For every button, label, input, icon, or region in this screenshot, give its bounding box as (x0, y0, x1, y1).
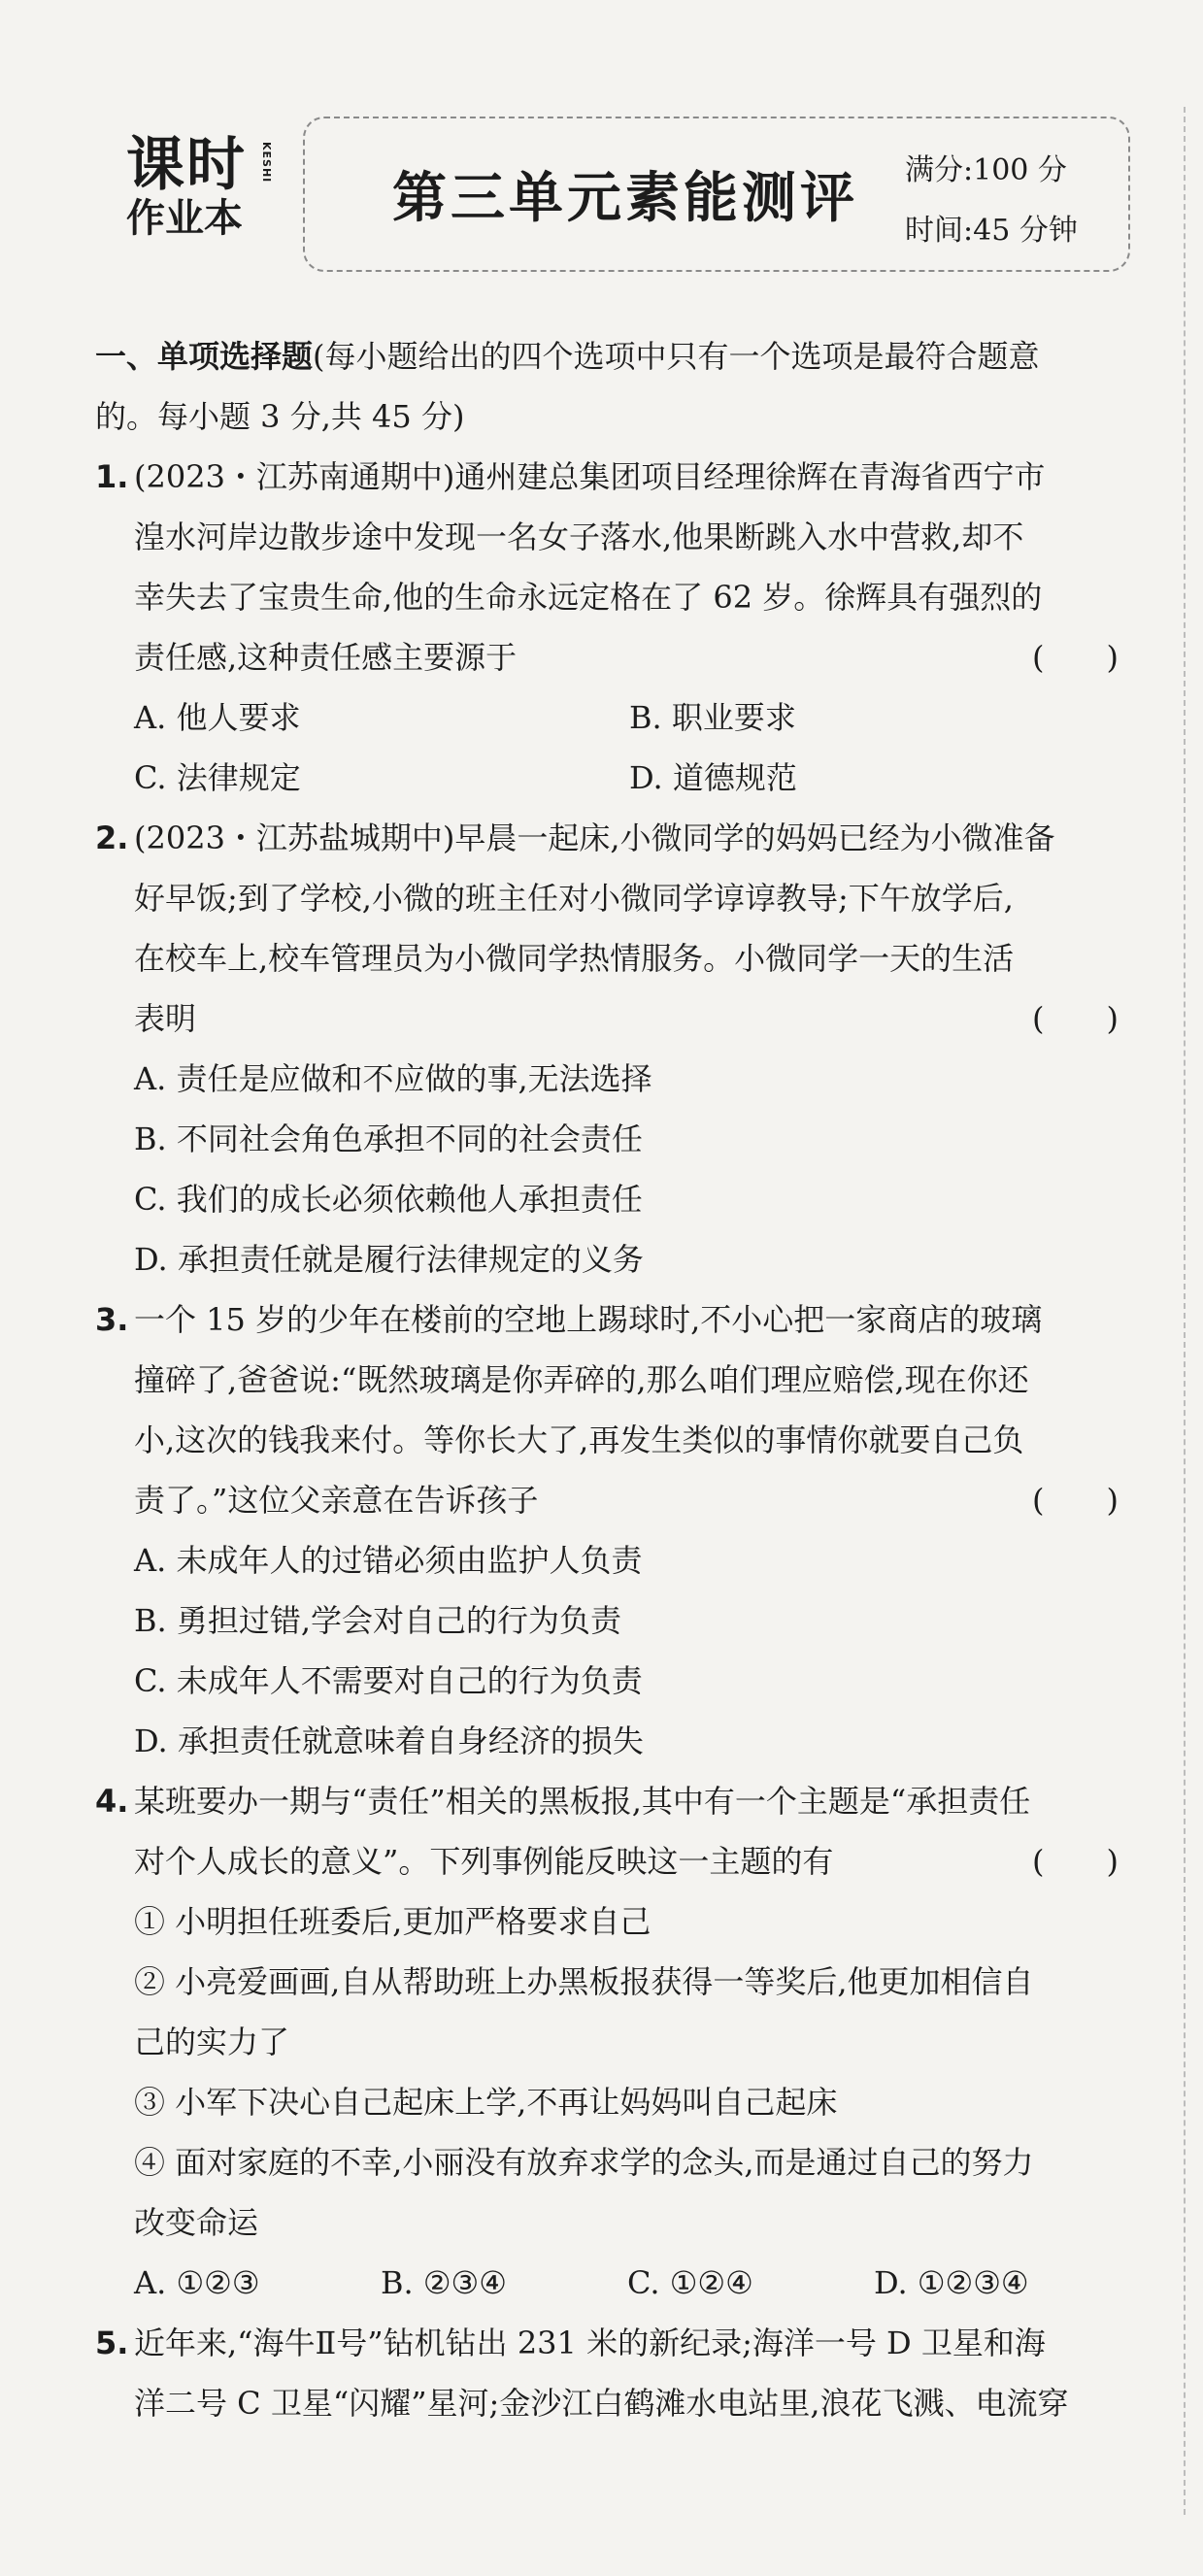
question-line: 近年来,“海牛Ⅱ号”钻机钻出 231 米的新纪录;海洋一号 D 卫星和海 (134, 2325, 1046, 2361)
question-line (134, 627, 1124, 687)
option-a[interactable]: A. ①②③ (134, 2264, 260, 2301)
question-line: 一个 15 岁的少年在楼前的空地上踢球时,不小心把一家商店的玻璃 (134, 1301, 1043, 1338)
options-row (95, 687, 1124, 748)
time-limit: 时间:45 分钟 (905, 214, 1078, 248)
question-number: 2. (95, 820, 129, 856)
page-edge (1182, 107, 1186, 2515)
statement-2: ② 小亮爱画画,自从帮助班上办黑板报获得一等奖后,他更加相信自 (134, 1963, 1034, 2000)
option-c[interactable]: C. 我们的成长必须依赖他人承担责任 (134, 1181, 643, 1218)
logo-big: 课时 (126, 131, 247, 199)
statement-4-cont: 改变命运 (134, 2204, 259, 2241)
section-desc: (每小题给出的四个选项中只有一个选项是最符合题意 (313, 338, 1040, 375)
question-line-text: 责了。”这位父亲意在告诉孩子 (134, 1482, 539, 1519)
statement-3: ③ 小军下决心自己起床上学,不再让妈妈叫自己起床 (134, 2084, 838, 2121)
question-number: 5. (95, 2325, 129, 2361)
question-line: 湟水河岸边散步途中发现一名女子落水,他果断跳入水中营救,却不 (134, 519, 1024, 555)
question-4 (95, 1771, 1124, 1891)
title-box (303, 117, 1130, 272)
question-line: 撞碎了,爸爸说:“既然玻璃是你弄碎的,那么咱们理应赔偿,现在你还 (134, 1361, 1029, 1398)
question-line: 好早饭;到了学校,小微的班主任对小微同学谆谆教导;下午放学后, (134, 880, 1014, 917)
option-d[interactable]: D. 承担责任就意味着自身经济的损失 (134, 1723, 644, 1759)
option-a[interactable]: A. 责任是应做和不应做的事,无法选择 (134, 1060, 652, 1097)
option-a[interactable]: A. 他人要求 (134, 699, 301, 736)
question-line: 在校车上,校车管理员为小微同学热情服务。小微同学一天的生活 (134, 940, 1015, 977)
question-2 (95, 808, 1124, 1049)
question-number: 3. (95, 1301, 129, 1338)
statement-2-cont: 己的实力了 (134, 2024, 290, 2060)
question-5 (95, 2313, 1124, 2433)
section-label: 一、单项选择题 (95, 338, 314, 375)
option-d[interactable]: D. 道德规范 (629, 759, 797, 796)
options-row (95, 2253, 1124, 2313)
page-title: 第三单元素能测评 (392, 166, 858, 230)
logo-small: 作业本 (126, 196, 243, 241)
question-number: 4. (95, 1783, 129, 1820)
question-line: (2023・江苏南通期中)通州建总集团项目经理徐辉在青海省西宁市 (134, 458, 1046, 495)
answer-paren[interactable]: ( ) (1032, 1000, 1119, 1037)
option-c[interactable]: C. 未成年人不需要对自己的行为负责 (134, 1662, 643, 1699)
option-a[interactable]: A. 未成年人的过错必须由监护人负责 (134, 1542, 643, 1579)
option-d[interactable]: D. 承担责任就是履行法律规定的义务 (134, 1241, 644, 1278)
option-c[interactable]: C. 法律规定 (134, 759, 301, 796)
question-line-text: 表明 (134, 1000, 197, 1037)
question-line: 小,这次的钱我来付。等你长大了,再发生类似的事情你就要自己负 (134, 1422, 1024, 1458)
options-row (95, 748, 1124, 808)
option-c[interactable]: C. ①②④ (627, 2264, 753, 2301)
option-b[interactable]: B. 职业要求 (629, 699, 796, 736)
option-b[interactable]: B. ②③④ (381, 2264, 507, 2301)
question-line-text: 责任感,这种责任感主要源于 (134, 639, 518, 676)
statement-4: ④ 面对家庭的不幸,小丽没有放弃求学的念头,而是通过自己的努力 (134, 2144, 1034, 2181)
section-desc2: 的。每小题 3 分,共 45 分) (95, 398, 465, 435)
question-line: 幸失去了宝贵生命,他的生命永远定格在了 62 岁。徐辉具有强烈的 (134, 579, 1043, 616)
question-number: 1. (95, 458, 129, 495)
question-line: (2023・江苏盐城期中)早晨一起床,小微同学的妈妈已经为小微准备 (134, 820, 1055, 856)
statement-1: ① 小明担任班委后,更加严格要求自己 (134, 1903, 652, 1940)
answer-paren[interactable]: ( ) (1032, 1843, 1119, 1880)
full-score: 满分:100 分 (905, 153, 1067, 187)
question-line: 洋二号 C 卫星“闪耀”星河;金沙江白鹤滩水电站里,浪花飞溅、电流穿 (134, 2385, 1069, 2422)
question-line (134, 988, 1124, 1049)
option-b[interactable]: B. 勇担过错,学会对自己的行为负责 (134, 1602, 622, 1639)
question-line: 某班要办一期与“责任”相关的黑板报,其中有一个主题是“承担责任 (134, 1783, 1031, 1820)
question-line-text: 对个人成长的意义”。下列事例能反映这一主题的有 (134, 1843, 834, 1880)
section-heading (95, 326, 1124, 447)
answer-paren[interactable]: ( ) (1032, 1482, 1119, 1519)
option-d[interactable]: D. ①②③④ (874, 2264, 1029, 2301)
question-3 (95, 1289, 1124, 1530)
question-1 (95, 447, 1124, 687)
question-line (134, 1831, 1124, 1891)
question-line (134, 1470, 1124, 1530)
answer-paren[interactable]: ( ) (1032, 639, 1119, 676)
option-b[interactable]: B. 不同社会角色承担不同的社会责任 (134, 1121, 643, 1157)
logo (126, 131, 282, 260)
content (95, 326, 1124, 2433)
logo-side: KESHI (260, 142, 273, 184)
